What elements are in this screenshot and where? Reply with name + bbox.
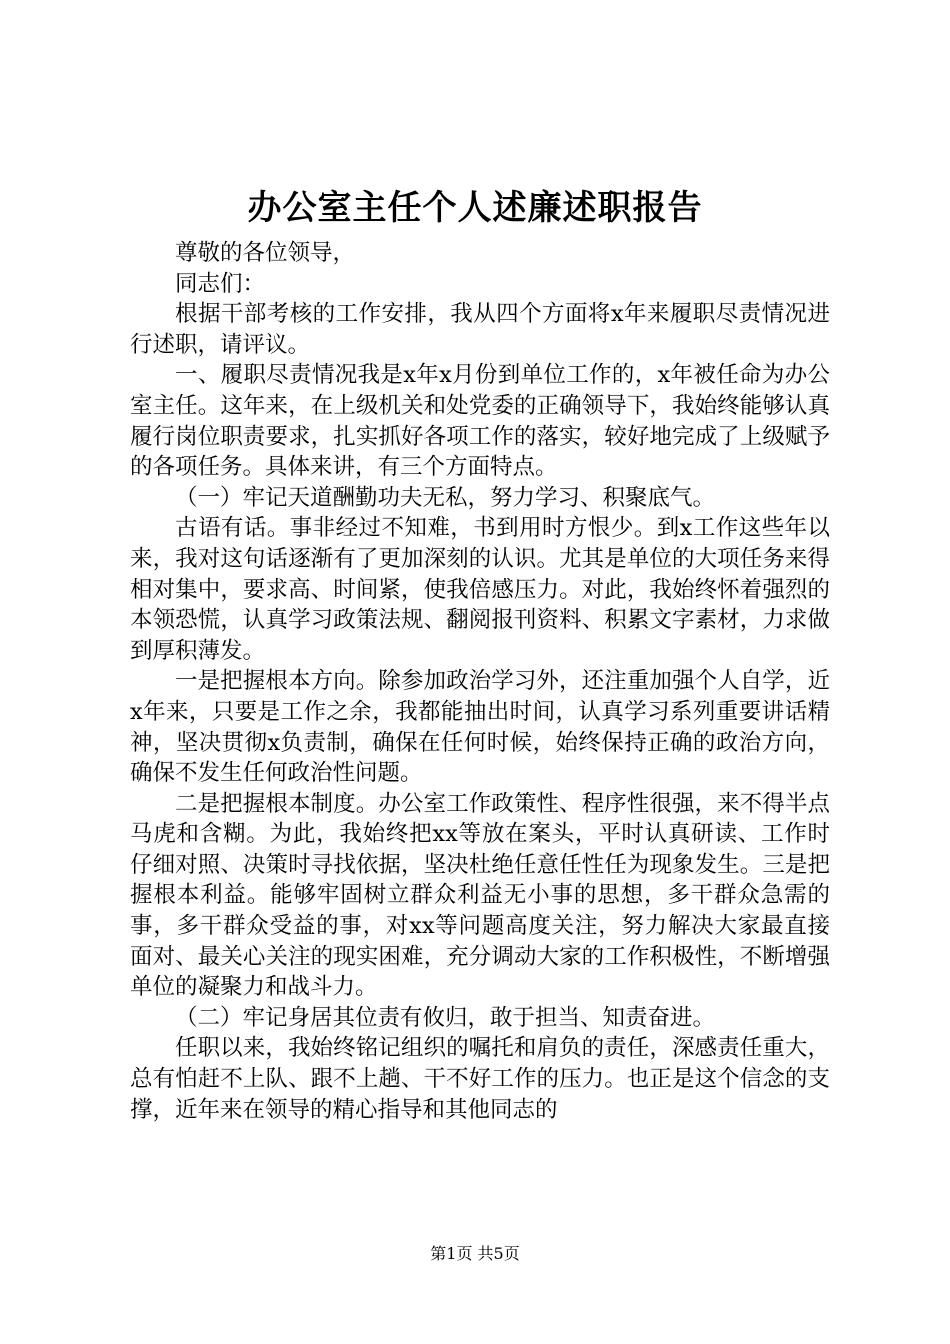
document-title: 办公室主任个人述廉述职报告 <box>247 188 703 228</box>
body-paragraph: 根据干部考核的工作安排，我从四个方面将x年来履职尽责情况进行述职，请评议。 <box>130 301 830 358</box>
document-body <box>130 238 830 1125</box>
salutation-line: 尊敬的各位领导， <box>175 240 356 266</box>
section-heading: （一）牢记天道酬勤功夫无私，努力学习、积聚底气。 <box>175 484 716 511</box>
section-heading: （二）牢记身居其位责有攸归，敢于担当、知责奋进。 <box>175 1004 716 1031</box>
body-paragraph: 一是把握根本方向。除参加政治学习外，还注重加强个人自学，近x年来，只要是工作之余，我都能抽出时间，认真学习系列重要讲话精神，坚决贯彻x负责制，确保在任何时候，始终保持正确的政治方向，确保不发生任何政治性问题。 <box>130 668 830 787</box>
body-paragraph: 任职以来，我始终铭记组织的嘱托和肩负的责任，深感责任重大，总有怕赶不上队、跟不上趟、干不好工作的压力。也正是这个信念的支撑，近年来在领导的精心指导和其他同志的 <box>130 1035 830 1123</box>
body-paragraph: 一、履职尽责情况我是x年x月份到单位工作的，x年被任命为办公室主任。这年来，在上级机关和处党委的正确领导下，我始终能够认真履行岗位职责要求，扎实抓好各项工作的落实，较好地完成了上级赋予的各项任务。具体来讲，有三个方面特点。 <box>130 362 830 481</box>
salutation-line: 同志们： <box>175 270 266 297</box>
body-paragraph: 二是把握根本制度。办公室工作政策性、程序性很强，来不得半点马虎和含糊。为此，我始终把xx等放在案头，平时认真研读、工作时仔细对照、决策时寻找依据，坚决杜绝任意任性任为现象发生。三是把握根本利益。能够牢固树立群众利益无小事的思想，多干群众急需的事，多干群众受益的事，对xx等问题高度关注，努力解决大家最直接面对、最关心关注的现实困难，充分调动大家的工作积极性，不断增强单位的凝聚力和战斗力。 <box>130 790 830 1001</box>
page-footer: 第1页 共5页 <box>430 1244 520 1263</box>
body-paragraph: 古语有话。事非经过不知难，书到用时方恨少。到x工作这些年以来，我对这句话逐渐有了更加深刻的认识。尤其是单位的大项任务来得相对集中，要求高、时间紧，使我倍感压力。对此，我始终怀着强烈的本领恐慌，认真学习政策法规、翻阅报刊资料、积累文字素材，力求做到厚积薄发。 <box>130 515 830 664</box>
